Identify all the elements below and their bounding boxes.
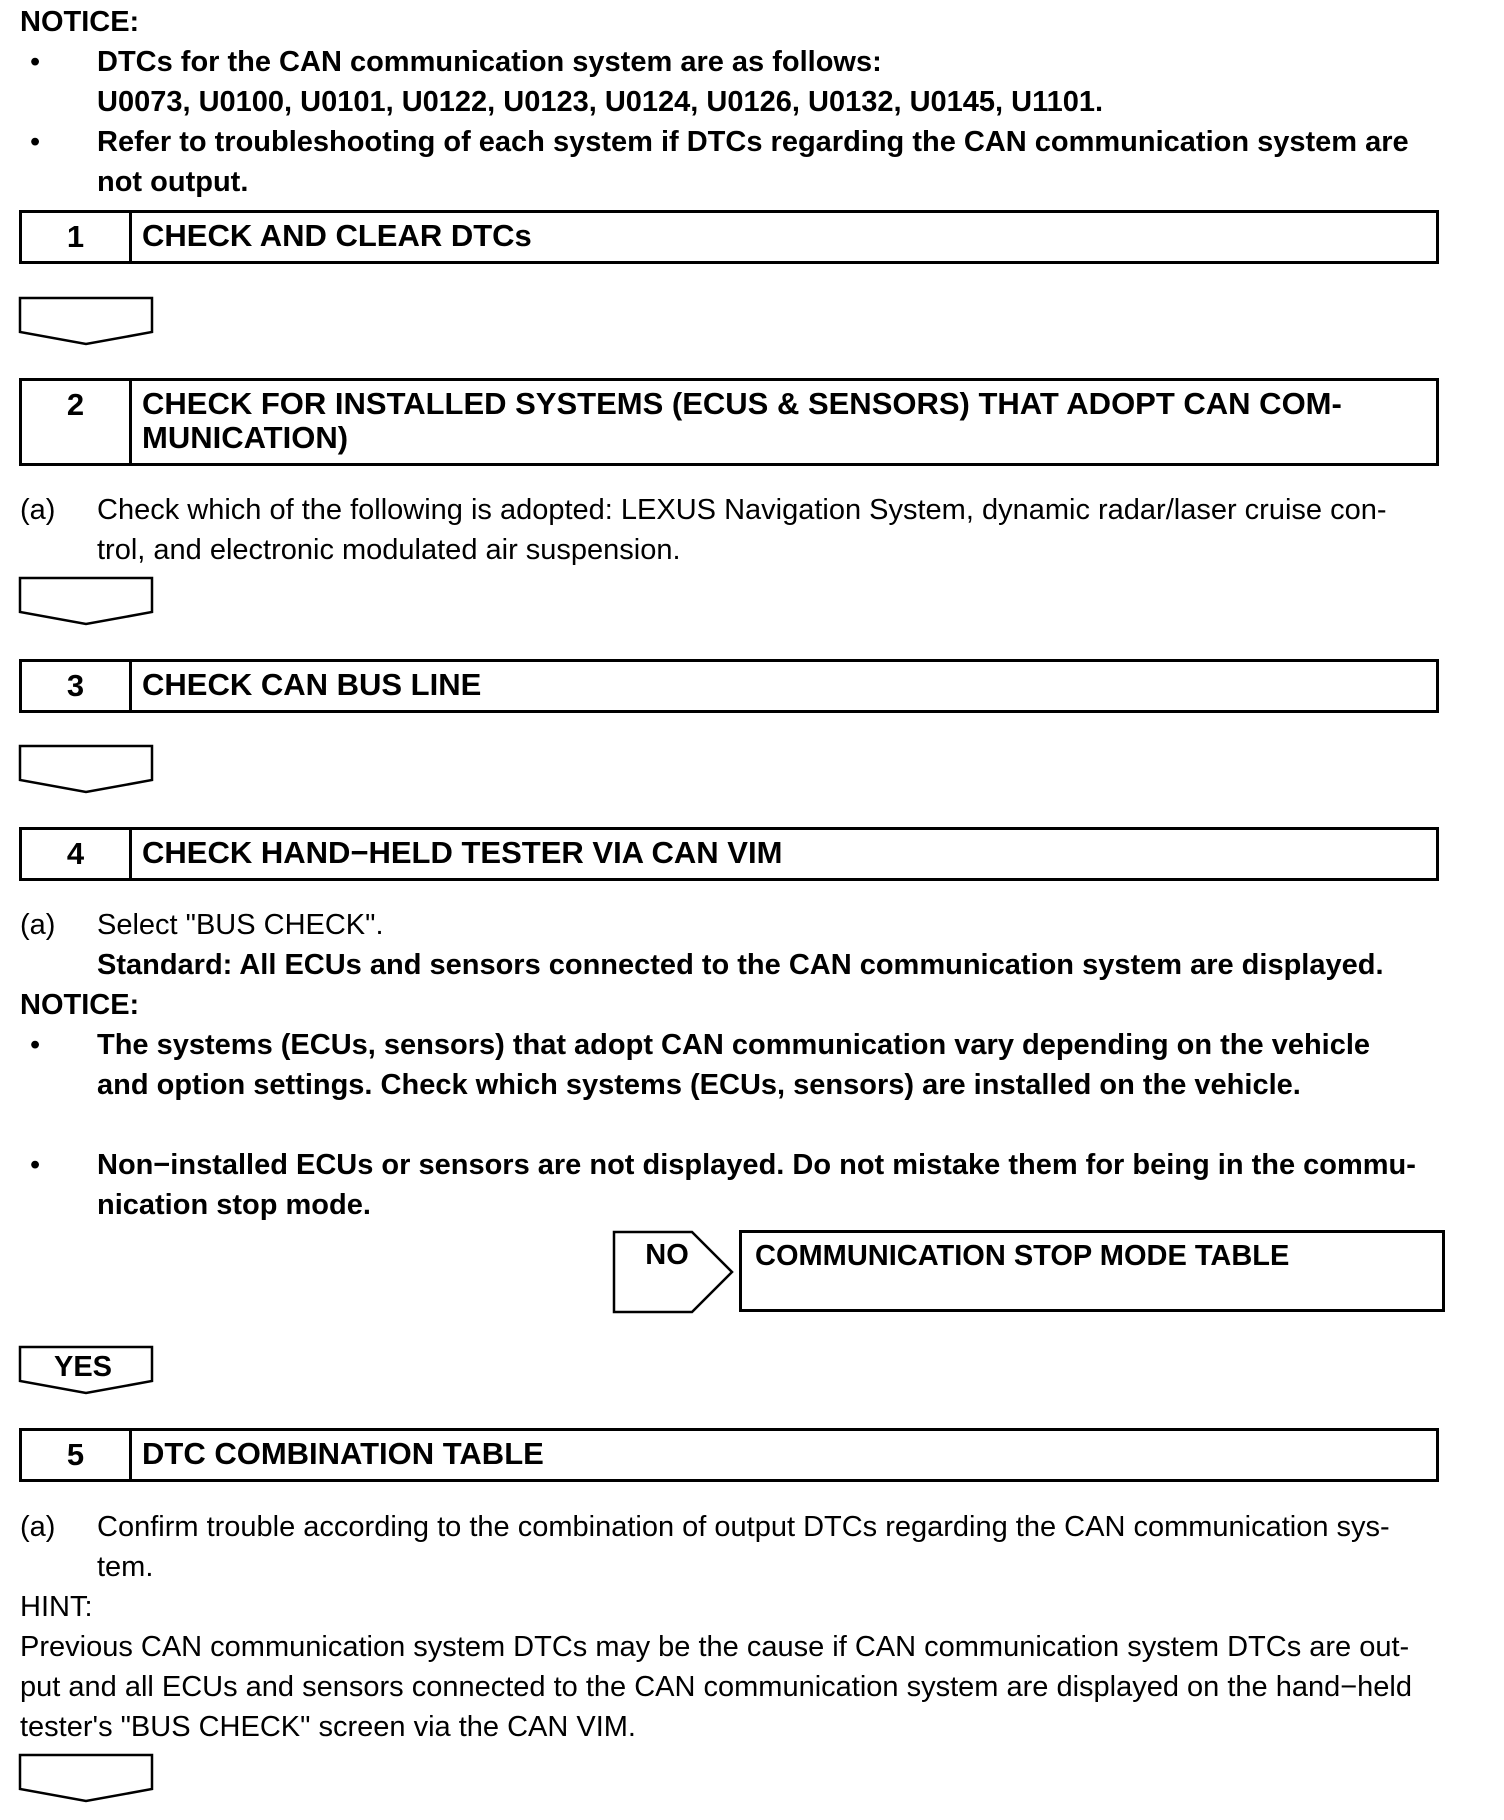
notice-bullet-line: nication stop mode. [97, 1189, 371, 1221]
item-text-line: trol, and electronic modulated air suspension. [97, 534, 681, 566]
step-title-line: MUNICATION) [142, 420, 349, 455]
bullet-marker: • [30, 1029, 41, 1061]
step-5-header [19, 1428, 1439, 1482]
flow-down-arrow [18, 296, 156, 346]
step-number: 1 [22, 213, 132, 261]
no-result-text: COMMUNICATION STOP MODE TABLE [755, 1240, 1290, 1272]
flow-down-arrow [18, 744, 156, 794]
step-2-header [19, 378, 1439, 466]
item-text-line: Select "BUS CHECK". [97, 909, 384, 941]
hint-text-line: put and all ECUs and sensors connected to the CAN communication system are displayed on the hand−held [20, 1671, 1412, 1703]
item-label: (a) [20, 494, 56, 526]
bullet-marker: • [30, 126, 41, 158]
notice-bullet-line: not output. [97, 166, 249, 198]
notice-bullet-line: and option settings. Check which systems (ECUs, sensors) are installed on the vehicle. [97, 1069, 1301, 1101]
step-4-header [19, 827, 1439, 881]
item-text-line: tem. [97, 1551, 154, 1583]
step-number: 3 [22, 662, 132, 710]
step-number: 5 [22, 1431, 132, 1479]
step-title: CHECK AND CLEAR DTCs [142, 218, 532, 253]
step-number: 2 [22, 381, 132, 463]
step-title: CHECK HAND−HELD TESTER VIA CAN VIM [142, 835, 783, 870]
hint-text-line: Previous CAN communication system DTCs may be the cause if CAN communication system DTCs are out- [20, 1631, 1410, 1663]
step-3-header [19, 659, 1439, 713]
bullet-marker: • [30, 46, 41, 78]
item-text-line: Confirm trouble according to the combination of output DTCs regarding the CAN communication sys- [97, 1511, 1390, 1543]
notice-bullet-line: DTCs for the CAN communication system are as follows: [97, 46, 882, 78]
notice-bullet-line: U0073, U0100, U0101, U0122, U0123, U0124, U0126, U0132, U0145, U1101. [97, 86, 1104, 118]
flow-down-arrow [18, 576, 156, 626]
item-text-line: Check which of the following is adopted: LEXUS Navigation System, dynamic radar/laser cruise con- [97, 494, 1387, 526]
standard-text: Standard: All ECUs and sensors connected to the CAN communication system are displayed. [97, 949, 1384, 981]
step-number: 4 [22, 830, 132, 878]
hint-title: HINT: [20, 1591, 93, 1623]
item-label: (a) [20, 1511, 56, 1543]
no-result-box [739, 1230, 1445, 1312]
step-1-header [19, 210, 1439, 264]
notice-title: NOTICE: [20, 6, 140, 38]
yes-label: YES [53, 1351, 113, 1383]
notice-bullet-line: The systems (ECUs, sensors) that adopt CAN communication vary depending on the vehicle [97, 1029, 1371, 1061]
hint-text-line: tester's "BUS CHECK" screen via the CAN VIM. [20, 1711, 636, 1743]
bullet-marker: • [30, 1149, 41, 1181]
notice-title: NOTICE: [20, 989, 140, 1021]
no-label: NO [645, 1239, 689, 1271]
step-title: CHECK CAN BUS LINE [142, 667, 482, 702]
step-title-line: CHECK FOR INSTALLED SYSTEMS (ECUS & SENSORS) THAT ADOPT CAN COM- [142, 386, 1342, 421]
item-label: (a) [20, 909, 56, 941]
step-title [132, 381, 1436, 463]
step-title: DTC COMBINATION TABLE [142, 1436, 544, 1471]
notice-bullet-line: Non−installed ECUs or sensors are not displayed. Do not mistake them for being in the commu- [97, 1149, 1416, 1181]
notice-bullet-line: Refer to troubleshooting of each system if DTCs regarding the CAN communication system are [97, 126, 1409, 158]
flow-down-arrow [18, 1753, 156, 1803]
